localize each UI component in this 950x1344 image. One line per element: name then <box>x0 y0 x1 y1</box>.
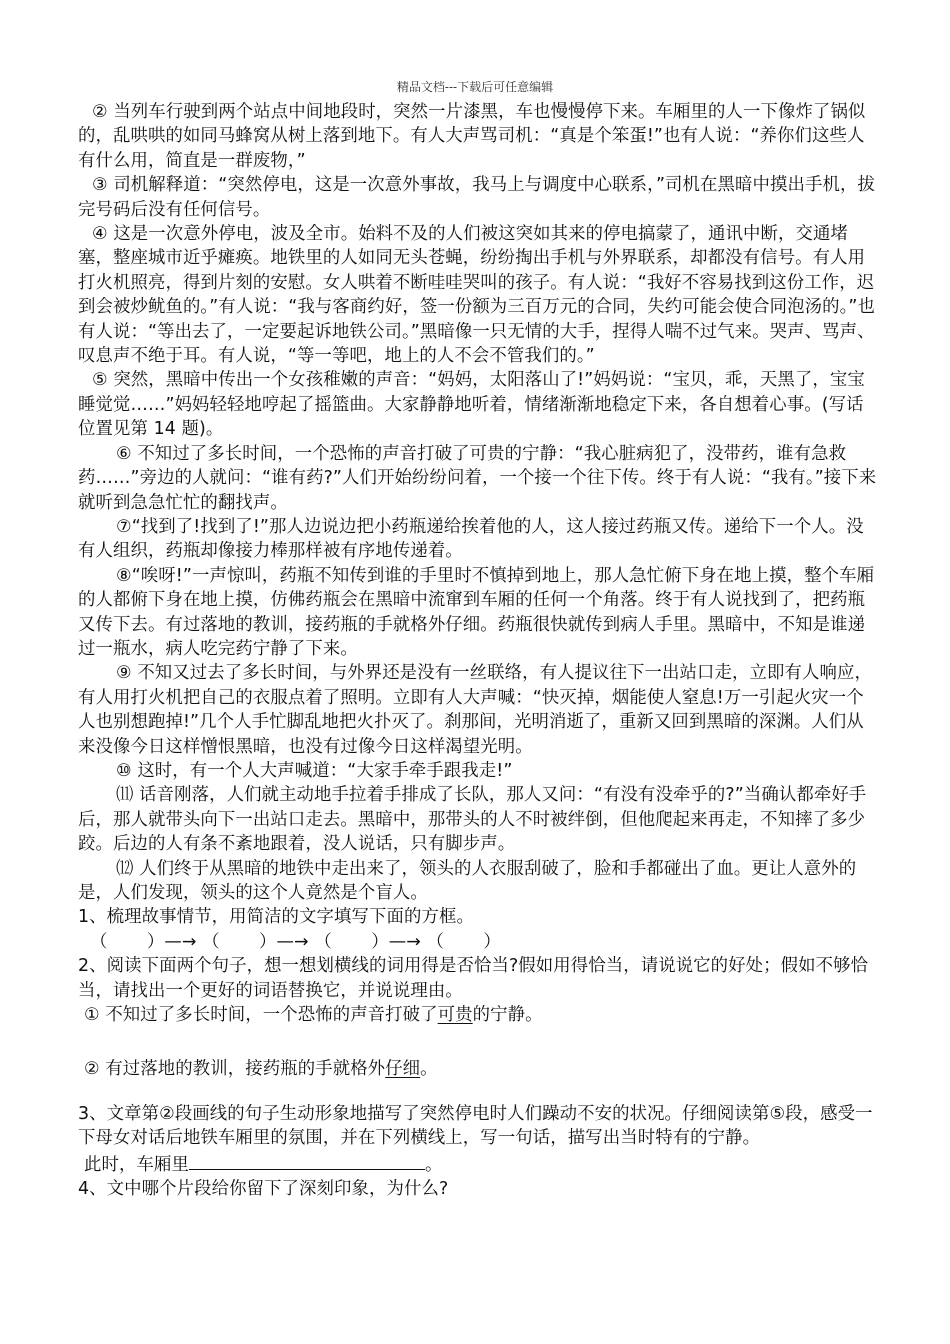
paragraph-5: ⑤ 突然，黑暗中传出一个女孩稚嫩的声音：“妈妈，太阳落山了!”妈妈说：“宝贝，乖，天黑了，宝宝睡觉觉……”妈妈轻轻地哼起了摇篮曲。大家静静地听着，情绪渐渐地稳定下来，各自想着心事。(写话位置见第 14 题)。 <box>78 370 865 440</box>
paragraph-8: ⑧“唉呀!”一声惊叫，药瓶不知传到谁的手里时不慎掉到地上，那人急忙俯下身在地上摸，整个车厢的人都俯下身在地上摸，仿佛药瓶会在黑暗中流窜到车厢的任何一个角落。终于有人说找到了，把药瓶又传下去。有过落地的教训，接药瓶的手就格外仔细。药瓶很快就传到病人手里。黑暗中，不知是谁递过一瓶水，病人吃完药宁静了下来。 <box>78 565 875 659</box>
question-3: 3、文章第②段画线的句子生动形象地描写了突然停电时人们躁动不安的状况。仔细阅读第⑤段，感受一下母女对话后地铁车厢里的氛围，并在下列横线上，写一句话，描写出当时特有的宁静。 <box>78 1103 873 1149</box>
paragraph-6: ⑥ 不知过了多长时间，一个恐怖的声音打破了可贵的宁静：“我心脏病犯了，没带药，谁有急救药……”旁边的人就问：“谁有药?”人们开始纷纷问着，一个接一个往下传。终于有人说：“我有。”接下来就听到急急忙忙的翻找声。 <box>78 443 877 513</box>
sentence-2-end: 。 <box>420 1059 438 1080</box>
paragraph-2: ② 当列车行驶到两个站点中间地段时，突然一片漆黑，车也慢慢停下来。车厢里的人一下像炸了锅似的，乱哄哄的如同马蜂窝从树上落到地下。有人大声骂司机：“真是个笨蛋!”也有人说：“养你们这些人有什么用，简直是一群废物，” <box>78 102 866 171</box>
question-1: 1、梳理故事情节，用简洁的文字填写下面的方框。 <box>78 907 474 928</box>
paragraph-4: ④ 这是一次意外停电，波及全市。始料不及的人们被这突如其来的停电搞蒙了，通讯中断，交通堵塞，整座城市近乎瘫痪。地铁里的人如同无头苍蝇，纷纷掏出手机与外界联系，却都没有信号。有人用打火机照亮，得到片刻的安慰。女人哄着不断哇哇哭叫的孩子。有人说：“我好不容易找到这份工作，迟到会被炒鱿鱼的。”有人说：“我与客商约好，签一份额为三百万元的合同，失约可能会使合同泡汤的。”也有人说：“等出去了，一定要起诉地铁公司。”黑暗像一只无情的大手，捏得人喘不过气来。哭声、骂声、叹息声不绝于耳。有人说，“等一等吧，地上的人不会不管我们的。” <box>78 224 876 367</box>
plot-boxes: （ ）—→ （ ）—→ （ ）—→ （ ） <box>90 931 501 952</box>
fill-suffix: 。 <box>424 1154 443 1175</box>
paragraph-7: ⑦“找到了!找到了!”那人边说边把小药瓶递给挨着他的人，这人接过药瓶又传。递给下一个人。没有人组织，药瓶却像接力棒那样被有序地传递着。 <box>78 516 864 562</box>
paragraph-12: ⑿ 人们终于从黑暗的地铁中走出来了，领头的人衣服刮破了，脸和手都碰出了血。更让人意外的是，人们发现，领头的这个人竟然是个盲人。 <box>78 858 857 903</box>
question-4: 4、文中哪个片段给你留下了深刻印象，为什么? <box>78 1179 449 1200</box>
sentence-2-text: ② 有过落地的教训，接药瓶的手就格外 <box>84 1059 386 1080</box>
sentence-1-end: 的宁静。 <box>472 1005 543 1026</box>
paragraph-3: ③ 司机解释道：“突然停电，这是一次意外事故，我马上与调度中心联系，”司机在黑暗中摸出手机，拔完号码后没有任何信号。 <box>78 175 875 220</box>
paragraph-9: ⑨ 不知又过去了多长时间，与外界还是没有一丝联络，有人提议往下一出站口走，立即有人响应，有人用打火机把自己的衣服点着了照明。立即有人大声喊：“快灭掉，烟能使人窒息!万一引起火灾一个人也别想跑掉!”几个人手忙脚乱地把火扑灭了。刹那间，光明消逝了，重新又回到黑暗的深渊。人们从来没像今日这样憎恨黑暗，也没有过像今日这样渴望光明。 <box>78 663 872 757</box>
answer-blank[interactable] <box>189 1151 425 1170</box>
fill-prefix: 此时，车厢里 <box>84 1154 189 1175</box>
page-header: 精品文档---下载后可任意编辑 <box>396 80 554 94</box>
paragraph-11: ⑾ 话音刚落，人们就主动地手拉着手排成了长队，那人又问：“有没有没牵乎的?”当确认都牵好手后，那人就带头向下一出站口走去。黑暗中，那带头的人不时被绊倒，但他爬起来再走，不知摔了多少跤。后边的人有条不紊地跟着，没人说话，只有脚步声。 <box>78 785 867 855</box>
question-2-sentence-2 <box>78 1057 878 1081</box>
underlined-word-2: 仔细 <box>385 1059 421 1080</box>
question-3-fill <box>78 1151 878 1177</box>
sentence-1-text: ① 不知过了多长时间，一个恐怖的声音打破了 <box>84 1005 438 1026</box>
document-body <box>78 100 878 1201</box>
paragraph-10: ⑩ 这时，有一个人大声喊道：“大家手牵手跟我走!” <box>116 760 513 781</box>
question-2-sentence-1 <box>78 1003 878 1027</box>
underlined-word-1: 可贵 <box>437 1005 473 1026</box>
question-2: 2、阅读下面两个句子，想一想划横线的词用得是否恰当?假如用得恰当，请说说它的好处；假如不够恰当，请找出一个更好的词语替换它，并说说理由。 <box>78 956 869 1001</box>
